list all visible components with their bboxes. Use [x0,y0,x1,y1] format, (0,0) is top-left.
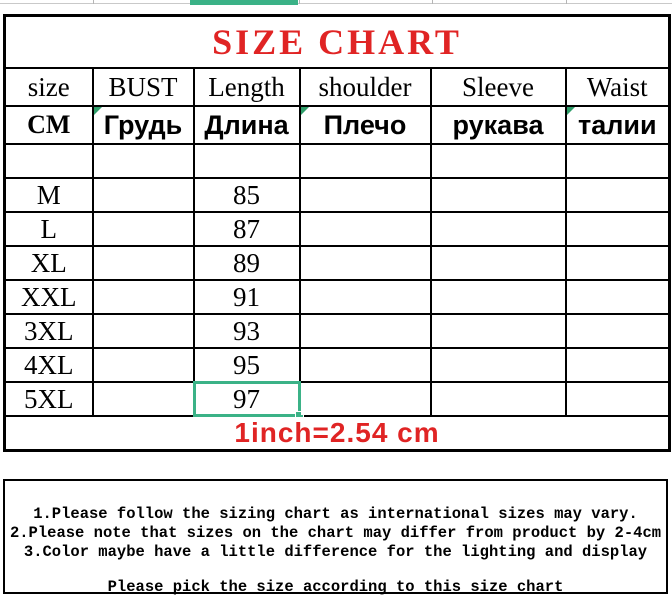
cell-corner-triangle-icon [94,107,102,115]
sleeve-cell[interactable] [431,280,566,314]
bust-cell[interactable] [93,280,194,314]
col-header-shoulder[interactable]: shoulder [300,68,431,106]
length-cell[interactable]: 93 [194,314,300,348]
title-row [5,16,670,69]
col-header-talii[interactable]: талии [566,106,670,144]
spreadsheet-gridline [432,0,433,4]
table-row-xxl [5,280,670,314]
spacer-row [5,144,670,178]
sleeve-cell[interactable] [431,246,566,280]
note-line-2: 2.Please note that sizes on the chart may differ from product by 2-4cm [9,524,662,542]
sleeve-cell[interactable] [431,212,566,246]
length-cell[interactable]: 89 [194,246,300,280]
size-cell[interactable]: 3XL [5,314,93,348]
waist-cell[interactable] [566,246,670,280]
footer-note: Please pick the size according to this size chart [107,578,564,596]
size-cell[interactable]: M [5,178,93,212]
length-cell[interactable]: 87 [194,212,300,246]
empty-cell[interactable] [194,144,300,178]
empty-cell[interactable] [5,144,93,178]
empty-cell[interactable] [300,144,431,178]
bust-cell[interactable] [93,212,194,246]
col-header-rukava[interactable]: рукава [431,106,566,144]
chart-title-cell[interactable] [5,16,670,69]
size-cell[interactable]: 5XL [5,382,93,416]
length-cell selected-cell[interactable]: 97 [194,382,300,416]
shoulder-cell[interactable] [300,280,431,314]
conversion-row [5,416,670,451]
table-row-4xl [5,348,670,382]
waist-cell[interactable] [566,382,670,416]
waist-cell[interactable] [566,314,670,348]
table-row-xl [5,246,670,280]
shoulder-cell[interactable] [300,382,431,416]
bust-cell[interactable] [93,246,194,280]
length-cell[interactable]: 91 [194,280,300,314]
size-cell[interactable]: XL [5,246,93,280]
selected-column-highlight [190,0,298,5]
col-header-cm[interactable]: CM [5,106,93,144]
col-header-dlina[interactable]: Длина [194,106,300,144]
waist-cell[interactable] [566,212,670,246]
length-cell[interactable]: 85 [194,178,300,212]
page-title: SIZE CHART [212,22,462,62]
empty-cell[interactable] [431,144,566,178]
shoulder-cell[interactable] [300,178,431,212]
bust-cell[interactable] [93,314,194,348]
size-cell[interactable]: XXL [5,280,93,314]
bust-cell[interactable] [93,348,194,382]
waist-cell[interactable] [566,178,670,212]
conversion-note-cell[interactable] [5,416,670,451]
notes-list [5,481,666,562]
spreadsheet-gridline [0,3,672,4]
col-header-grud[interactable]: Грудь [93,106,194,144]
col-header-plecho[interactable]: Плечо [300,106,431,144]
note-line-1: 1.Please follow the sizing chart as international sizes may vary. [33,505,638,523]
english-header-row [5,68,670,106]
cell-corner-triangle-icon [567,107,575,115]
bust-cell[interactable] [93,382,194,416]
length-cell[interactable]: 95 [194,348,300,382]
shoulder-cell[interactable] [300,314,431,348]
col-header-sleeve[interactable]: Sleeve [431,68,566,106]
notes-box[interactable] [3,479,668,594]
sleeve-cell[interactable] [431,348,566,382]
col-header-length[interactable]: Length [194,68,300,106]
size-chart-table [3,14,671,452]
size-cell[interactable]: L [5,212,93,246]
sleeve-cell[interactable] [431,314,566,348]
col-header-waist[interactable]: Waist [566,68,670,106]
note-line-3: 3.Color maybe have a little difference for the lighting and display [23,543,648,561]
empty-cell[interactable] [566,144,670,178]
conversion-note: 1inch=2.54 cm [234,417,440,448]
shoulder-cell[interactable] [300,246,431,280]
table-row-3xl [5,314,670,348]
waist-cell[interactable] [566,348,670,382]
sleeve-cell[interactable] [431,178,566,212]
table-row-m [5,178,670,212]
shoulder-cell[interactable] [300,212,431,246]
col-header-bust[interactable]: BUST [93,68,194,106]
spreadsheet-gridline [299,0,300,4]
empty-cell[interactable] [93,144,194,178]
size-cell[interactable]: 4XL [5,348,93,382]
table-row-l [5,212,670,246]
waist-cell[interactable] [566,280,670,314]
bust-cell[interactable] [93,178,194,212]
shoulder-cell[interactable] [300,348,431,382]
sleeve-cell[interactable] [431,382,566,416]
cell-corner-triangle-icon [301,107,309,115]
spreadsheet-gridline [93,0,94,4]
spreadsheet-gridline [566,0,567,4]
russian-header-row [5,106,670,144]
col-header-size[interactable]: size [5,68,93,106]
table-row-5xl [5,382,670,416]
